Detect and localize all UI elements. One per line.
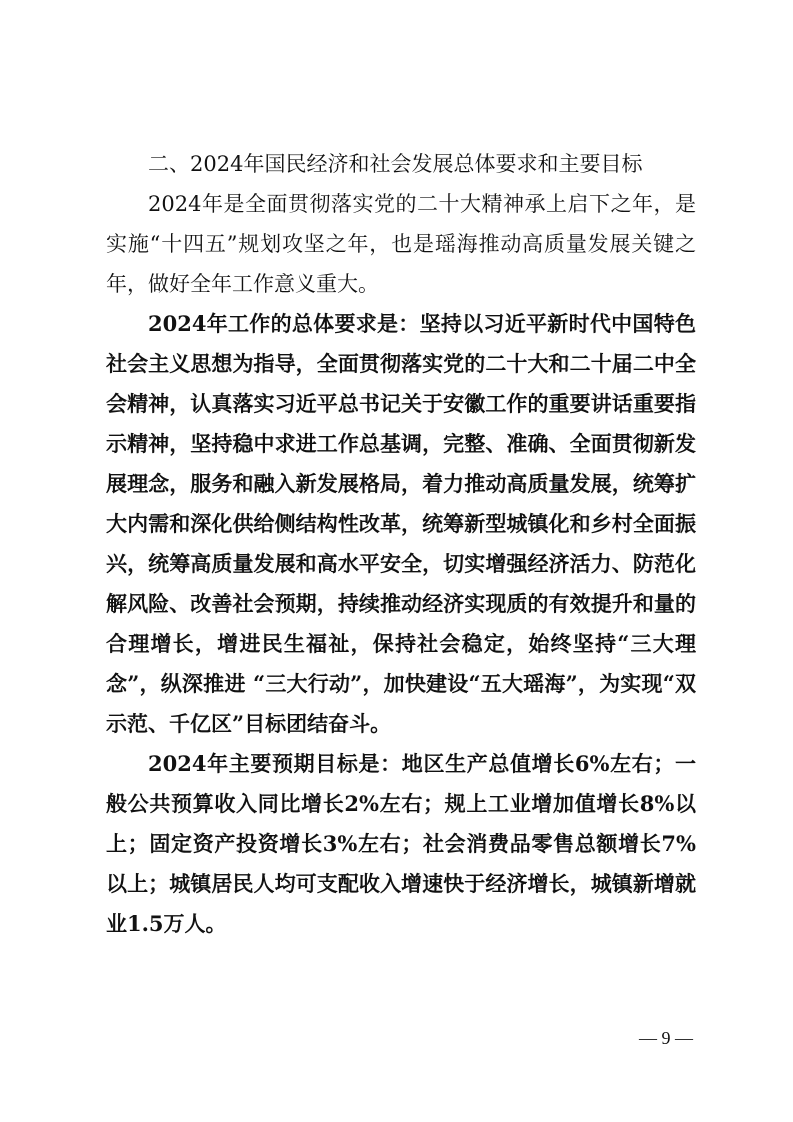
document-body (106, 144, 696, 944)
paragraph-significance: 2024年是全面贯彻落实党的二十大精神承上启下之年，是实施“十四五”规划攻坚之年，也是瑶海推动高质量发展关键之年，做好全年工作意义重大。 (106, 192, 696, 296)
section-heading: 二、2024年国民经济和社会发展总体要求和主要目标 (148, 152, 643, 176)
paragraph-overall-requirements: 2024年工作的总体要求是：坚持以习近平新时代中国特色社会主义思想为指导，全面贯彻落实党的二十大和二十届二中全会精神，认真落实习近平总书记关于安徽工作的重要讲话重要指示精神，坚持稳中求进工作总基调，完整、准确、全面贯彻新发展理念，服务和融入新发展格局，着力推动高质量发展，统筹扩大内需和深化供给侧结构性改革，统筹新型城镇化和乡村全面振兴，统筹高质量发展和高水平安全，切实增强经济活力、防范化解风险、改善社会预期，持续推动经济实现质的有效提升和量的合理增长，增进民生福祉，保持社会稳定，始终坚持“三大理念”，纵深推进 “三大行动”，加快建设“五大瑶海”，为实现“双示范、千亿区”目标团结奋斗。 (106, 311, 696, 736)
page-number: — 9 — (639, 1028, 693, 1048)
paragraph-expected-targets: 2024年主要预期目标是：地区生产总值增长6%左右；一般公共预算收入同比增长2%左右；规上工业增加值增长8%以上；固定资产投资增长3%左右；社会消费品零售总额增长7%以上；城镇居民人均可支配收入增速快于经济增长，城镇新增就业1.5万人。 (106, 751, 696, 936)
